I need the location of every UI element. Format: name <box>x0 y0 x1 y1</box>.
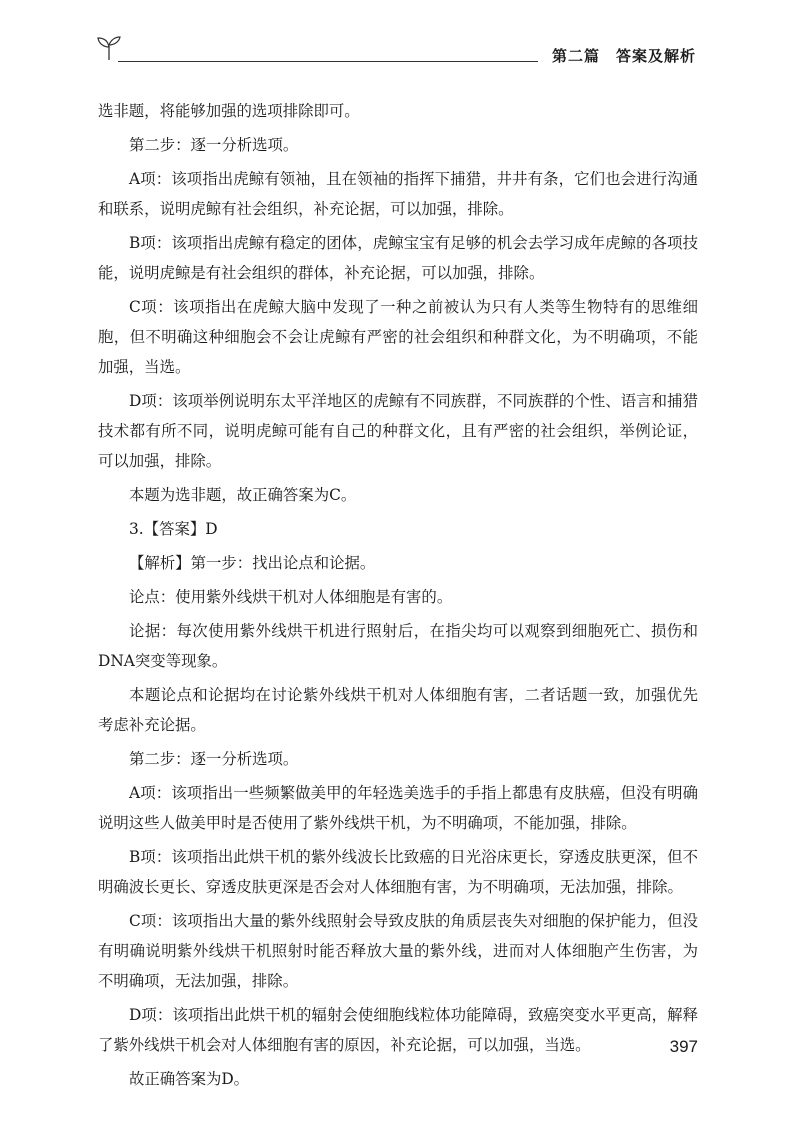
paragraph: D项：该项指出此烘干机的辐射会使细胞线粒体功能障碍，致癌突变水平更高，解释了紫外线烘干机会对人体细胞有害的原因，补充论据，可以加强，当选。 <box>98 1006 698 1054</box>
paragraph: C项：该项指出大量的紫外线照射会导致皮肤的角质层丧失对细胞的保护能力，但没有明确说明紫外线烘干机照射时能否释放大量的紫外线，进而对人体细胞产生伤害，为不明确项，无法加强，排除。 <box>98 912 698 990</box>
paragraph: D项：该项举例说明东太平洋地区的虎鲸有不同族群，不同族群的个性、语言和捕猎技术都有所不同，说明虎鲸可能有自己的种群文化，且有严密的社会组织，举例论证，可以加强，排除。 <box>98 392 698 470</box>
paragraph: 【解析】第一步：找出论点和论据。 <box>129 554 376 572</box>
paragraph: 本题为选非题，故正确答案为C。 <box>129 486 357 504</box>
paragraph: C项：该项指出在虎鲸大脑中发现了一种之前被认为只有人类等生物特有的思维细胞，但不明确这种细胞会不会让虎鲸有严密的社会组织和种群文化，为不明确项，不能加强，当选。 <box>98 298 698 376</box>
paragraph: 选非题，将能够加强的选项排除即可。 <box>98 102 360 120</box>
paragraph: B项：该项指出此烘干机的紫外线波长比致癌的日光浴床更长，穿透皮肤更深，但不明确波长更长、穿透皮肤更深是否会对人体细胞有害，为不明确项，无法加强，排除。 <box>98 848 698 896</box>
paragraph: 第二步：逐一分析选项。 <box>129 750 299 768</box>
paragraph: A项：该项指出虎鲸有领袖，且在领袖的指挥下捕猎，井井有条，它们也会进行沟通和联系，说明虎鲸有社会组织，补充论据，可以加强，排除。 <box>98 170 698 218</box>
paragraph: 3.【答案】D <box>129 520 218 538</box>
paragraph: 论点：使用紫外线烘干机对人体细胞是有害的。 <box>129 588 453 606</box>
paragraph: 第二步：逐一分析选项。 <box>129 136 299 154</box>
paragraph: 本题论点和论据均在讨论紫外线烘干机对人体细胞有害，二者话题一致，加强优先考虑补充论据。 <box>98 686 698 734</box>
paragraph: A项：该项指出一些频繁做美甲的年轻选美选手的手指上都患有皮肤癌，但没有明确说明这些人做美甲时是否使用了紫外线烘干机，为不明确项，不能加强，排除。 <box>98 784 698 832</box>
page-number: 397 <box>669 1037 698 1056</box>
section-title: 第二篇 答案及解析 <box>551 47 696 65</box>
answer-explanation-body <box>98 96 698 1098</box>
page-header <box>96 28 696 68</box>
header-rule <box>118 61 538 62</box>
paragraph: 故正确答案为D。 <box>129 1070 250 1088</box>
sprout-icon <box>96 32 122 62</box>
paragraph: B项：该项指出虎鲸有稳定的团体，虎鲸宝宝有足够的机会去学习成年虎鲸的各项技能，说明虎鲸是有社会组织的群体，补充论据，可以加强，排除。 <box>98 234 698 282</box>
paragraph: 论据：每次使用紫外线烘干机进行照射后，在指尖均可以观察到细胞死亡、损伤和DNA突变等现象。 <box>98 622 698 670</box>
